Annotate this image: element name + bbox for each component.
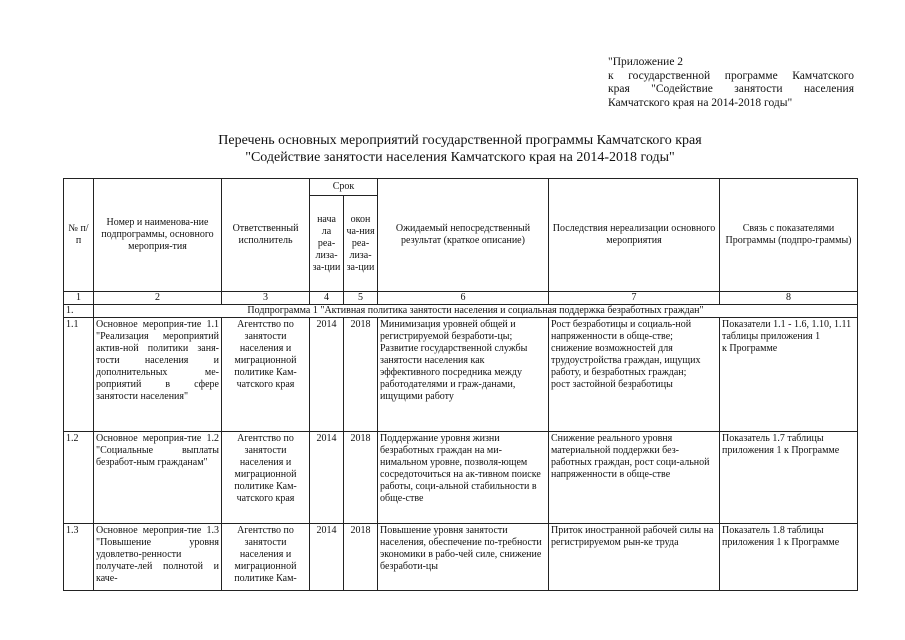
- subprogram-title: Подпрограмма 1 "Активная политика занятости населения и социальная поддержка безработных граждан": [94, 305, 858, 318]
- row-end: 2018: [344, 318, 378, 432]
- row-consequences: Рост безработицы и социаль-ной напряженности в обще-стве; снижение возможностей для трудоустройства граждан, ищущих работу, и безработных граждан; рост застойной безработицы: [549, 318, 720, 432]
- row-start: 2014: [310, 432, 344, 524]
- row-result: Повышение уровня занятости населения, обеспечение по-требности экономики в рабо-чей силе, снижение безработи-цы: [378, 524, 549, 591]
- row-result: Поддержание уровня жизни безработных граждан на ми-нимальном уровне, позволя-ющем сосредоточиться на ак-тивном поиске работы, соци-альной стабильности в обще-стве: [378, 432, 549, 524]
- measures-table: [63, 178, 858, 591]
- col-number: 2: [94, 292, 222, 305]
- col-number: 8: [720, 292, 858, 305]
- row-link: Показатель 1.7 таблицы приложения 1 к Программе: [720, 432, 858, 524]
- header-result: Ожидаемый непосредственный результат (краткое описание): [378, 179, 549, 292]
- title-line-1: Перечень основных мероприятий государственной программы Камчатского края: [218, 133, 702, 148]
- row-start: 2014: [310, 524, 344, 591]
- annex-line-1: "Приложение 2: [608, 56, 684, 68]
- row-responsible: Агентство по занятости населения и миграционной политике Кам-чатского края: [222, 432, 310, 524]
- table-row: [64, 524, 858, 591]
- annex-note: [608, 56, 854, 110]
- col-number: 1: [64, 292, 94, 305]
- table-row: [64, 432, 858, 524]
- header-end: окон ча-ния реа-лиза-за-ции: [344, 196, 378, 292]
- column-numbers-row: [64, 292, 858, 305]
- header-responsible: Ответственный исполнитель: [222, 179, 310, 292]
- row-num: 1.1: [64, 318, 94, 432]
- row-num: 1.2: [64, 432, 94, 524]
- row-end: 2018: [344, 432, 378, 524]
- col-number: 6: [378, 292, 549, 305]
- row-responsible: Агентство по занятости населения и миграционной политике Кам-: [222, 524, 310, 591]
- annex-line-3: края "Содействие занятости населения: [608, 83, 854, 95]
- row-link: Показатель 1.8 таблицы приложения 1 к Программе: [720, 524, 858, 591]
- header-link: Связь с показателями Программы (подпро-граммы): [720, 179, 858, 292]
- row-name: Основное мероприя-тие 1.1 "Реализация мероприятий актив-ной политики заня-тости населения и дополнительных ме-роприятий в сфере занятости населения": [94, 318, 222, 432]
- row-start: 2014: [310, 318, 344, 432]
- row-name: Основное мероприя-тие 1.3 "Повышение уровня удовлетво-ренности получате-лей полнотой и каче-: [94, 524, 222, 591]
- header-name: Номер и наименова-ние подпрограммы, основного мероприя-тия: [94, 179, 222, 292]
- row-link: Показатели 1.1 - 1.6, 1.10, 1.11 таблицы приложения 1 к Программе: [720, 318, 858, 432]
- col-number: 5: [344, 292, 378, 305]
- row-consequences: Снижение реального уровня материальной поддержки без-работных граждан, рост соци-альной напряженности в обще-стве: [549, 432, 720, 524]
- title-line-2: "Содействие занятости населения Камчатского края на 2014-2018 годы": [245, 150, 675, 165]
- row-num: 1.3: [64, 524, 94, 591]
- subprogram-row: [64, 305, 858, 318]
- col-number: 7: [549, 292, 720, 305]
- table-row: [64, 318, 858, 432]
- row-result: Минимизация уровней общей и регистрируемой безработи-цы; Развитие государственной службы занятости населения как эффективного посредника между работодателями и граж-данами, ищущими работу: [378, 318, 549, 432]
- annex-line-2: к государственной программе Камчатского: [608, 69, 854, 82]
- col-number: 4: [310, 292, 344, 305]
- header-num: № п/п: [64, 179, 94, 292]
- header-term: Срок: [310, 179, 378, 196]
- row-responsible: Агентство по занятости населения и миграционной политике Кам-чатского края: [222, 318, 310, 432]
- annex-line-4: Камчатского края на 2014-2018 годы": [608, 96, 793, 109]
- header-consequences: Последствия нереализации основного мероприятия: [549, 179, 720, 292]
- document-title: [130, 132, 790, 166]
- row-consequences: Приток иностранной рабочей силы на регистрируемом рын-ке труда: [549, 524, 720, 591]
- subprogram-num: 1.: [64, 305, 94, 318]
- col-number: 3: [222, 292, 310, 305]
- header-start: нача ла реа-лиза-за-ции: [310, 196, 344, 292]
- row-name: Основное мероприя-тие 1.2 "Социальные выплаты безработ-ным гражданам": [94, 432, 222, 524]
- row-end: 2018: [344, 524, 378, 591]
